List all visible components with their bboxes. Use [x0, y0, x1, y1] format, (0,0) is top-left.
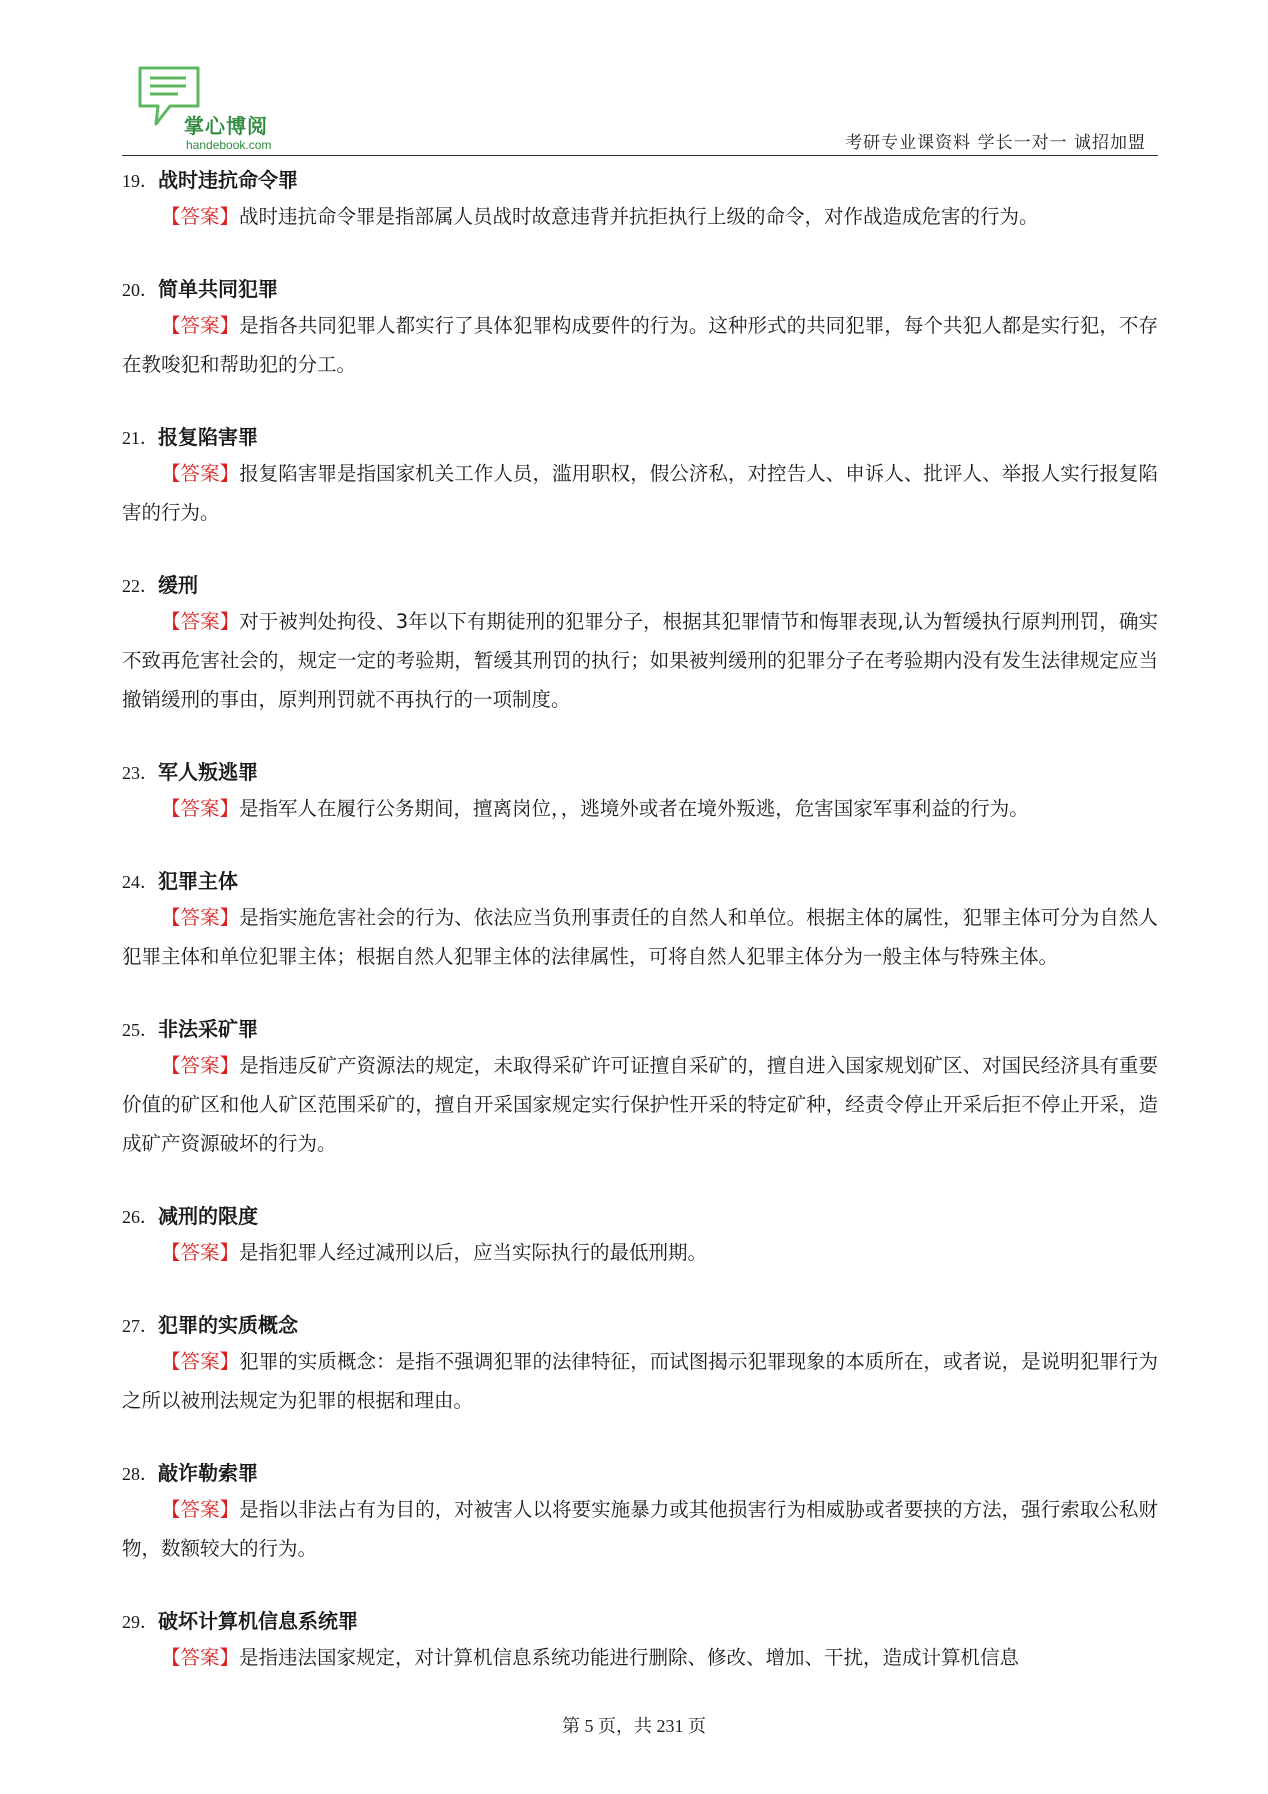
entry-number: 26． — [122, 1207, 158, 1227]
glossary-entry — [122, 421, 1158, 532]
entry-answer — [122, 306, 1158, 384]
entry-term — [122, 865, 1158, 898]
logo-text: 掌心博阅 — [184, 114, 268, 138]
entry-term-text: 缓刑 — [158, 573, 198, 597]
page-header — [122, 50, 1158, 158]
glossary-entry — [122, 273, 1158, 384]
answer-text: 是指军人在履行公务期间，擅离岗位，，逃境外或者在境外叛逃，危害国家军事利益的行为。 — [239, 797, 1029, 820]
entry-term — [122, 421, 1158, 454]
entry-number: 29． — [122, 1612, 158, 1632]
logo-url: handebook.com — [186, 138, 272, 152]
answer-tag: 【答案】 — [161, 205, 240, 228]
answer-text: 是指违法国家规定，对计算机信息系统功能进行删除、修改、增加、干扰，造成计算机信息 — [239, 1646, 1020, 1669]
entry-number: 27． — [122, 1316, 158, 1336]
answer-text: 是指以非法占有为目的，对被害人以将要实施暴力或其他损害行为相威胁或者要挟的方法，强行索取公私财物，数额较大的行为。 — [122, 1498, 1158, 1560]
entry-answer — [122, 197, 1158, 236]
answer-tag: 【答案】 — [161, 610, 240, 633]
answer-text: 是指违反矿产资源法的规定，未取得采矿许可证擅自采矿的，擅自进入国家规划矿区、对国民经济具有重要价值的矿区和他人矿区范围采矿的，擅自开采国家规定实行保护性开采的特定矿种，经责令停止开采后拒不停止开采，造成矿产资源破坏的行为。 — [122, 1054, 1158, 1155]
answer-tag: 【答案】 — [161, 1498, 240, 1521]
entry-term — [122, 1200, 1158, 1233]
glossary-entry — [122, 164, 1158, 236]
glossary-entry — [122, 1200, 1158, 1272]
entry-answer — [122, 898, 1158, 976]
answer-tag: 【答案】 — [161, 314, 240, 337]
answer-text: 对于被判处拘役、3年以下有期徒刑的犯罪分子，根据其犯罪情节和悔罪表现,认为暂缓执行原判刑罚，确实不致再危害社会的，规定一定的考验期，暂缓其刑罚的执行；如果被判缓刑的犯罪分子在考验期内没有发生法律规定应当撤销缓刑的事由，原判刑罚就不再执行的一项制度。 — [122, 610, 1158, 711]
entry-term-text: 破坏计算机信息系统罪 — [158, 1609, 358, 1633]
entry-term-text: 敲诈勒索罪 — [158, 1461, 258, 1485]
glossary-entry — [122, 1309, 1158, 1420]
glossary-entry — [122, 1013, 1158, 1163]
header-divider — [122, 155, 1158, 156]
answer-tag: 【答案】 — [161, 1350, 240, 1373]
entry-term-text: 简单共同犯罪 — [158, 277, 278, 301]
entry-number: 19． — [122, 171, 158, 191]
entry-term — [122, 569, 1158, 602]
glossary-entry — [122, 756, 1158, 828]
entry-term-text: 减刑的限度 — [158, 1204, 258, 1228]
entry-number: 28． — [122, 1464, 158, 1484]
entry-term-text: 军人叛逃罪 — [158, 760, 258, 784]
answer-text: 是指实施危害社会的行为、依法应当负刑事责任的自然人和单位。根据主体的属性，犯罪主体可分为自然人犯罪主体和单位犯罪主体；根据自然人犯罪主体的法律属性，可将自然人犯罪主体分为一般主体与特殊主体。 — [122, 906, 1158, 968]
glossary-entry — [122, 865, 1158, 976]
entry-answer — [122, 1638, 1158, 1677]
entry-term-text: 非法采矿罪 — [158, 1017, 258, 1041]
entry-term-text: 战时违抗命令罪 — [158, 168, 298, 192]
entry-number: 21． — [122, 428, 158, 448]
main-content — [122, 164, 1158, 1714]
entry-term — [122, 1309, 1158, 1342]
entry-term — [122, 164, 1158, 197]
entry-number: 22． — [122, 576, 158, 596]
answer-tag: 【答案】 — [161, 906, 240, 929]
entry-number: 25． — [122, 1020, 158, 1040]
entry-answer — [122, 1046, 1158, 1163]
answer-text: 报复陷害罪是指国家机关工作人员，滥用职权，假公济私，对控告人、申诉人、批评人、举报人实行报复陷害的行为。 — [122, 462, 1158, 524]
answer-tag: 【答案】 — [161, 1054, 240, 1077]
answer-text: 战时违抗命令罪是指部属人员战时故意违背并抗拒执行上级的命令，对作战造成危害的行为。 — [239, 205, 1039, 228]
entry-number: 20． — [122, 280, 158, 300]
glossary-entry — [122, 1605, 1158, 1677]
entry-term — [122, 1605, 1158, 1638]
entry-term-text: 报复陷害罪 — [158, 425, 258, 449]
entry-term — [122, 273, 1158, 306]
entry-answer — [122, 454, 1158, 532]
answer-text: 是指各共同犯罪人都实行了具体犯罪构成要件的行为。这种形式的共同犯罪，每个共犯人都是实行犯，不存在教唆犯和帮助犯的分工。 — [122, 314, 1158, 376]
entry-number: 23． — [122, 763, 158, 783]
entry-term — [122, 756, 1158, 789]
entry-term — [122, 1457, 1158, 1490]
entry-term-text: 犯罪的实质概念 — [158, 1313, 298, 1337]
answer-tag: 【答案】 — [161, 1241, 240, 1264]
glossary-entry — [122, 1457, 1158, 1568]
answer-text: 是指犯罪人经过减刑以后，应当实际执行的最低刑期。 — [239, 1241, 708, 1264]
answer-tag: 【答案】 — [161, 1646, 240, 1669]
entry-term — [122, 1013, 1158, 1046]
page-footer: 第 5 页，共 231 页 — [562, 1716, 706, 1736]
answer-tag: 【答案】 — [161, 797, 240, 820]
logo — [136, 62, 296, 152]
answer-tag: 【答案】 — [161, 462, 240, 485]
entry-answer — [122, 1490, 1158, 1568]
entry-term-text: 犯罪主体 — [158, 869, 238, 893]
entry-answer — [122, 789, 1158, 828]
header-tagline: 考研专业课资料 学长一对一 诚招加盟 — [845, 133, 1146, 153]
entry-answer — [122, 1233, 1158, 1272]
glossary-entry — [122, 569, 1158, 719]
entry-number: 24． — [122, 872, 158, 892]
answer-text: 犯罪的实质概念：是指不强调犯罪的法律特征，而试图揭示犯罪现象的本质所在，或者说，是说明犯罪行为之所以被刑法规定为犯罪的根据和理由。 — [122, 1350, 1158, 1412]
entry-answer — [122, 1342, 1158, 1420]
entry-answer — [122, 602, 1158, 719]
